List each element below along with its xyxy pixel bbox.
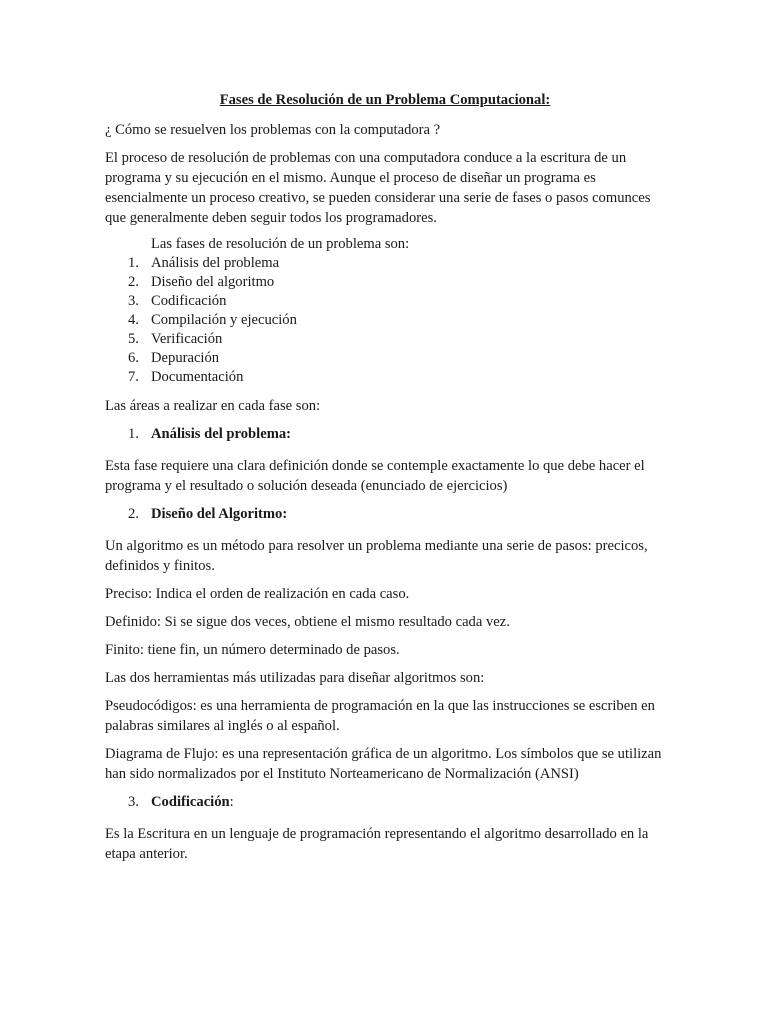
section-heading-text: Diseño del Algoritmo: [151,506,288,522]
pseudocodigos-paragraph: Pseudocódigos: es una herramienta de programación en la que las instrucciones se escriben en palabras similares al inglés o al español. [105,698,655,734]
diagrama-paragraph: Diagrama de Flujo: es una representación gráfica de un algoritmo. Los símbolos que se utilizan han sido normalizados por el Instituto Norteamericano de Normalización (ANSI) [105,746,662,782]
areas-intro: Las áreas a realizar en cada fase son: [105,398,321,414]
list-item [105,349,665,368]
analisis-paragraph: Esta fase requiere una clara definición donde se contemple exactamente lo que debe hacer el programa y el resultado o solución deseada (enunciado de ejercicios) [105,458,645,494]
list-item-label: Codificación [151,293,227,309]
list-item-label: Verificación [151,331,223,347]
list-item [105,368,665,387]
list-item [105,254,665,273]
question-text: ¿ Cómo se resuelven los problemas con la computadora ? [105,122,441,138]
list-item [105,273,665,292]
list-item-label: Compilación y ejecución [151,312,297,328]
list-number: 3. [128,293,139,309]
list-item [105,292,665,311]
section-heading-text: Codificación [151,794,230,810]
list-number: 6. [128,350,139,366]
section-heading-codificacion [105,792,665,812]
list-item-label: Depuración [151,350,220,366]
section-heading-analisis [105,424,665,444]
list-number: 5. [128,331,139,347]
section-heading-colon: : [229,794,234,810]
intro-paragraph: El proceso de resolución de problemas con una computadora conduce a la escritura de un programa y su ejecución en el mismo. Aunque el proceso de diseñar un programa es esencialmente un proceso creativo, se pueden considerar una serie de fases o pasos comunces que generalmente deben seguir todos los programadores. [105,150,651,226]
list-number: 4. [128,312,139,328]
section-number: 2. [128,506,139,522]
list-item-label: Documentación [151,369,244,385]
list-number: 7. [128,369,139,385]
section-heading-text: Análisis del problema: [151,426,292,442]
list-item [105,330,665,349]
list-item [105,311,665,330]
section-number: 1. [128,426,139,442]
section-number: 3. [128,794,139,810]
finito-paragraph: Finito: tiene fin, un número determinado de pasos. [105,642,400,658]
fases-list [105,254,665,387]
document-page [105,90,665,872]
list-number: 1. [128,255,139,271]
list-item-label: Diseño del algoritmo [151,274,275,290]
herramientas-paragraph: Las dos herramientas más utilizadas para diseñar algoritmos son: [105,670,485,686]
list-item-label: Análisis del problema [151,255,280,271]
preciso-paragraph: Preciso: Indica el orden de realización en cada caso. [105,586,410,602]
list-number: 2. [128,274,139,290]
section-heading-diseno [105,504,665,524]
document-title: Fases de Resolución de un Problema Computacional: [219,92,551,108]
fases-intro: Las fases de resolución de un problema son: [151,236,410,252]
codificacion-paragraph: Es la Escritura en un lenguaje de programación representando el algoritmo desarrollado en la etapa anterior. [105,826,649,862]
algoritmo-paragraph: Un algoritmo es un método para resolver un problema mediante una serie de pasos: precicos, definidos y finitos. [105,538,648,574]
definido-paragraph: Definido: Si se sigue dos veces, obtiene el mismo resultado cada vez. [105,614,510,630]
